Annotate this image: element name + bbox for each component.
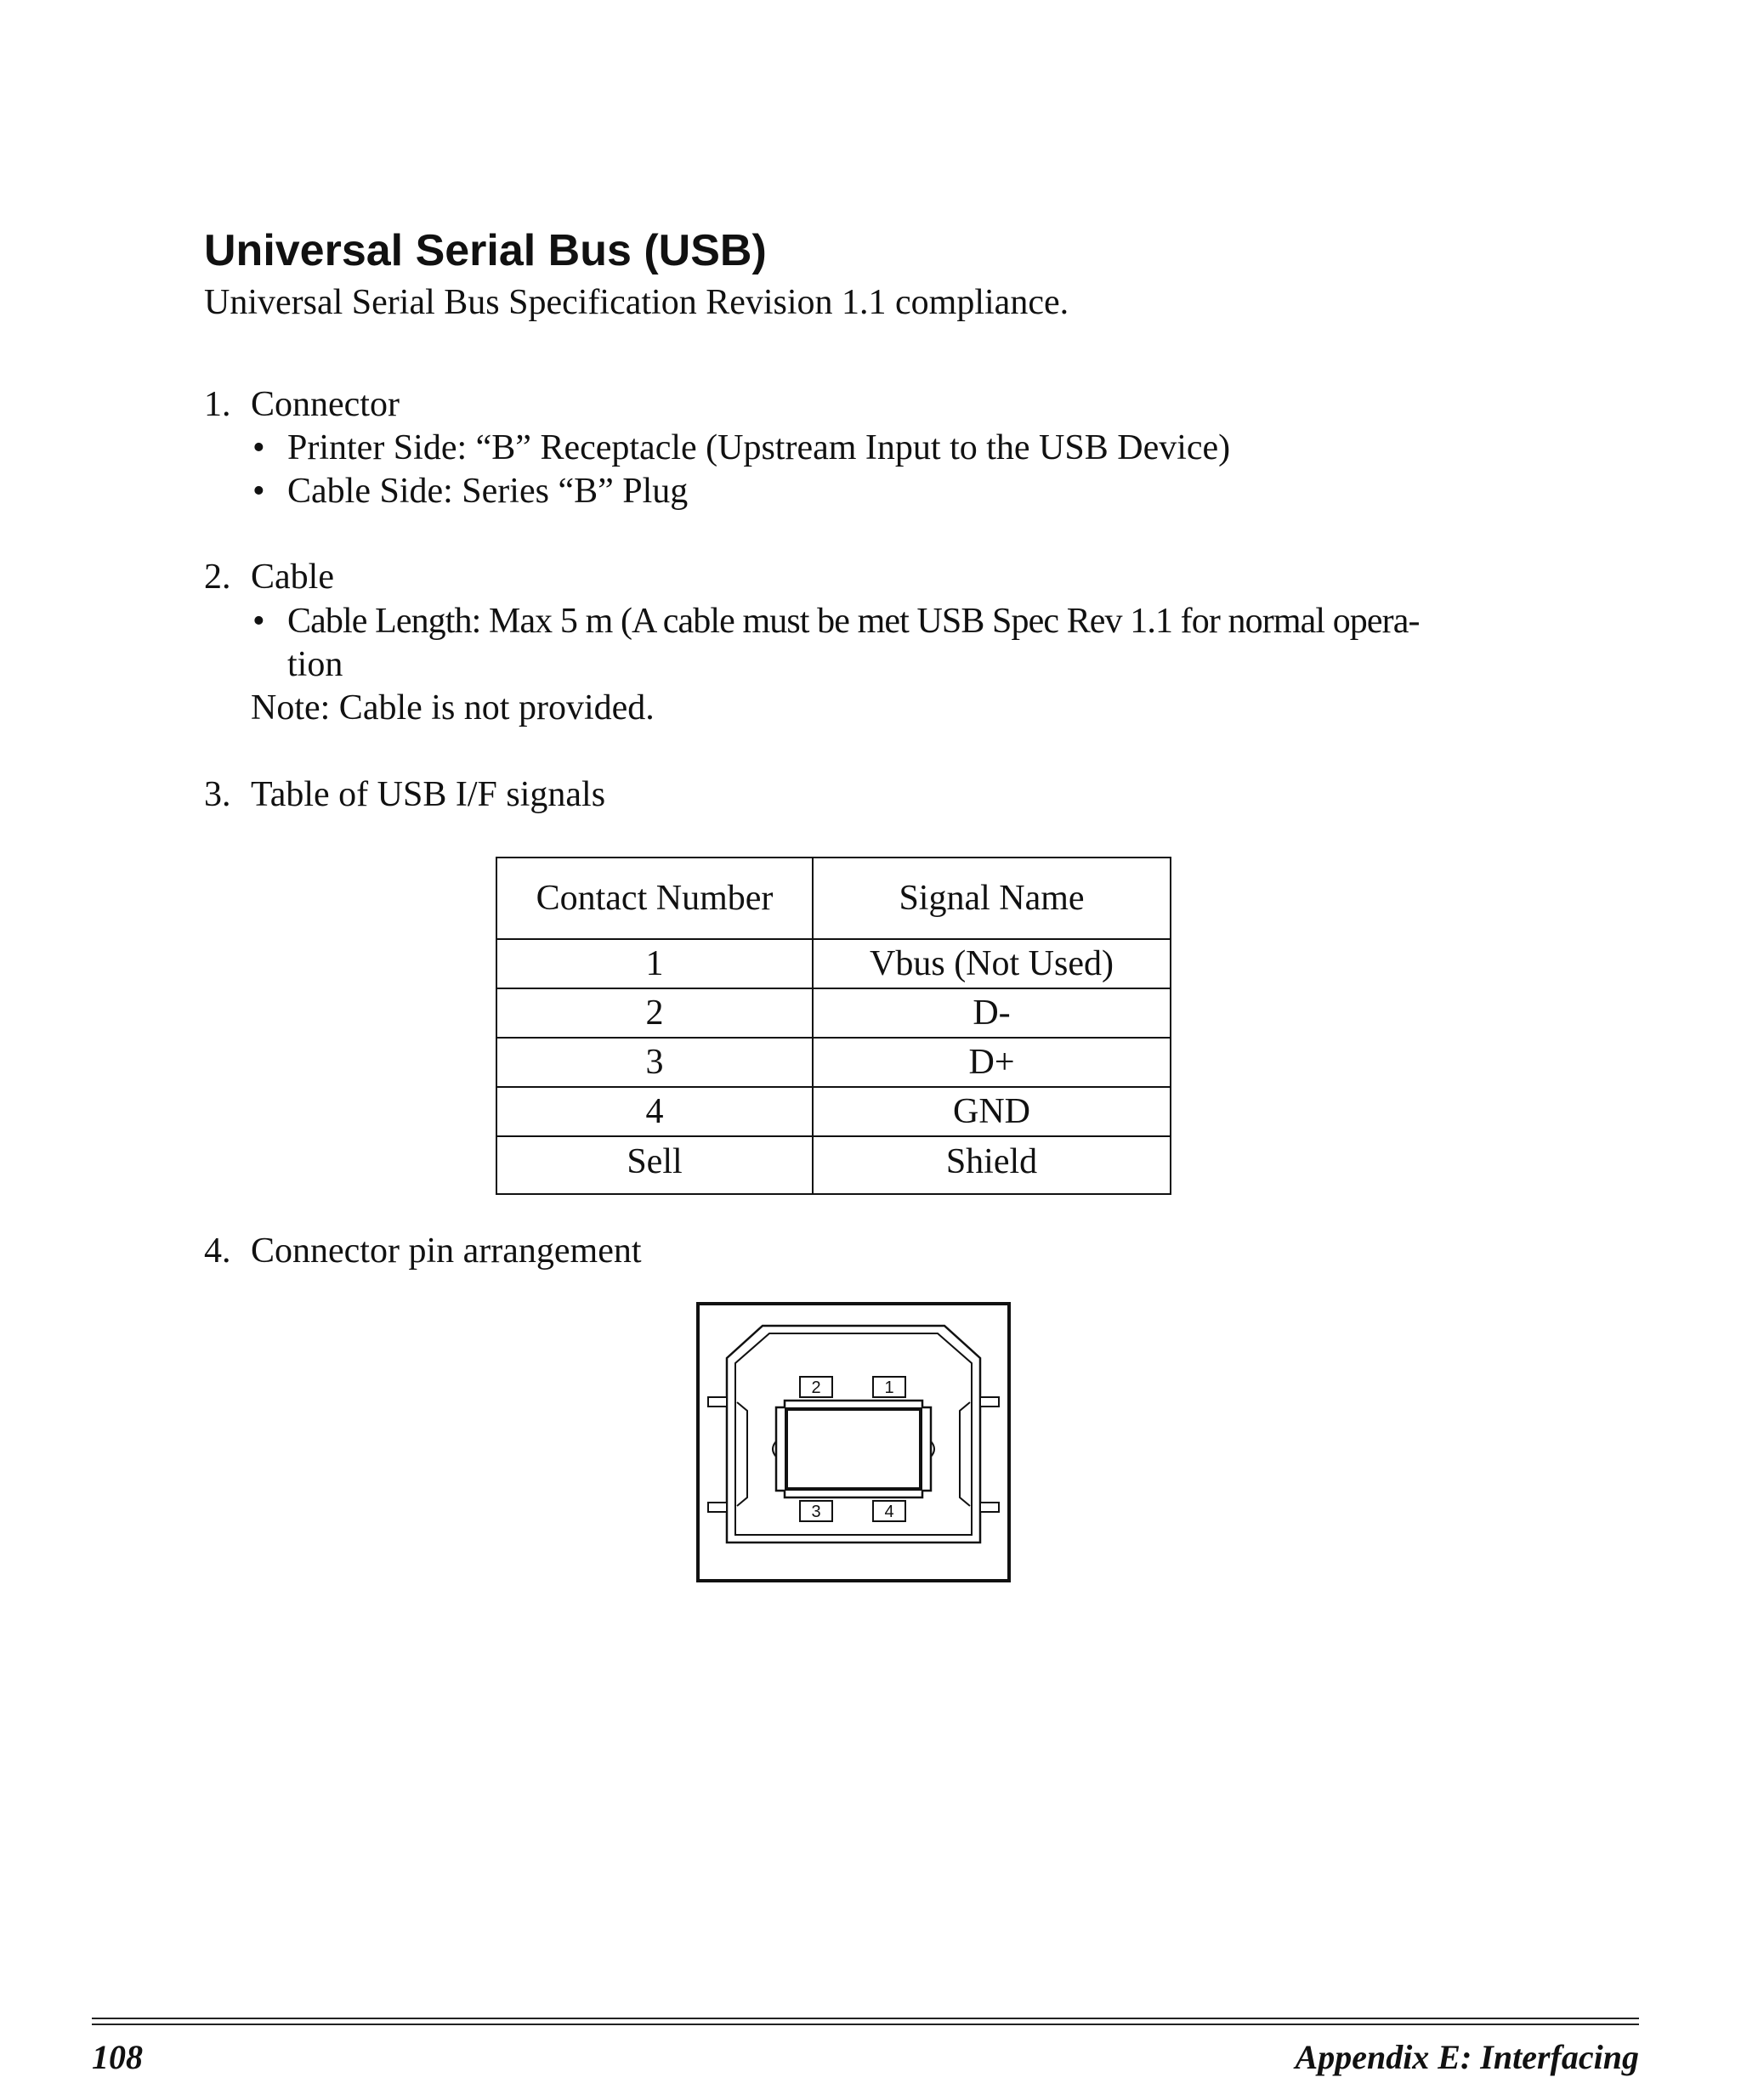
latch-tab-right-bottom bbox=[980, 1503, 999, 1512]
section-1-number: 1. bbox=[204, 385, 231, 424]
table-header-row bbox=[496, 858, 1171, 939]
section-4-number: 4. bbox=[204, 1231, 231, 1271]
connector-printer-side: Printer Side: “B” Receptacle (Upstream Input to the USB Device) bbox=[287, 428, 1231, 467]
bullet-glyph: • bbox=[252, 602, 265, 641]
pin-label: 1 bbox=[884, 1378, 894, 1397]
bullet-glyph: • bbox=[252, 472, 265, 511]
section-2-number: 2. bbox=[204, 558, 231, 597]
section-1-title: Connector bbox=[251, 385, 400, 424]
latch-tab-left-bottom bbox=[708, 1503, 727, 1512]
footer-page-number: 108 bbox=[92, 2038, 143, 2076]
section-3-title: Table of USB I/F signals bbox=[251, 775, 606, 814]
section-4-title: Connector pin arrangement bbox=[251, 1231, 642, 1271]
bullet-glyph: • bbox=[252, 428, 265, 467]
latch-tab-left-top bbox=[708, 1397, 727, 1407]
pin-label: 4 bbox=[884, 1503, 894, 1521]
section-3-number: 3. bbox=[204, 775, 231, 814]
table-cell-contact: 1 bbox=[496, 939, 813, 988]
table-row bbox=[496, 1087, 1171, 1136]
intro-text: Universal Serial Bus Specification Revision 1.1 compliance. bbox=[204, 283, 1069, 322]
table-cell-contact: Sell bbox=[496, 1136, 813, 1194]
footer-chapter-title: Appendix E: Interfacing bbox=[1295, 2038, 1639, 2076]
page-heading: Universal Serial Bus (USB) bbox=[204, 226, 767, 275]
footer-rule bbox=[92, 2024, 1639, 2025]
pin-label: 3 bbox=[811, 1503, 821, 1521]
table-row bbox=[496, 1136, 1171, 1194]
cable-length-line2: tion bbox=[287, 645, 343, 684]
table-cell-contact: 2 bbox=[496, 988, 813, 1038]
table-cell-signal: Vbus (Not Used) bbox=[813, 939, 1171, 988]
table-cell-contact: 3 bbox=[496, 1038, 813, 1087]
table-cell-signal: D+ bbox=[813, 1038, 1171, 1087]
cable-length-line1: Cable Length: Max 5 m (A cable must be met USB Spec Rev 1.1 for normal opera- bbox=[287, 602, 1420, 641]
table-cell-signal: Shield bbox=[813, 1136, 1171, 1194]
table-row bbox=[496, 1038, 1171, 1087]
table-cell-signal: D- bbox=[813, 988, 1171, 1038]
connector-cable-side: Cable Side: Series “B” Plug bbox=[287, 472, 689, 511]
latch-tab-right-top bbox=[980, 1397, 999, 1407]
diagram-frame bbox=[698, 1304, 1009, 1581]
usb-signal-table bbox=[496, 857, 1171, 1195]
table-row bbox=[496, 939, 1171, 988]
table-cell-contact: 4 bbox=[496, 1087, 813, 1136]
table-cell-signal: GND bbox=[813, 1087, 1171, 1136]
table-header-contact: Contact Number bbox=[496, 858, 813, 939]
cable-note: Note: Cable is not provided. bbox=[251, 688, 655, 727]
usb-b-pin-diagram bbox=[696, 1302, 1011, 1582]
table-header-signal: Signal Name bbox=[813, 858, 1171, 939]
section-2-title: Cable bbox=[251, 558, 334, 597]
table-row bbox=[496, 988, 1171, 1038]
pin-label: 2 bbox=[811, 1378, 821, 1397]
footer-rule bbox=[92, 2018, 1639, 2019]
